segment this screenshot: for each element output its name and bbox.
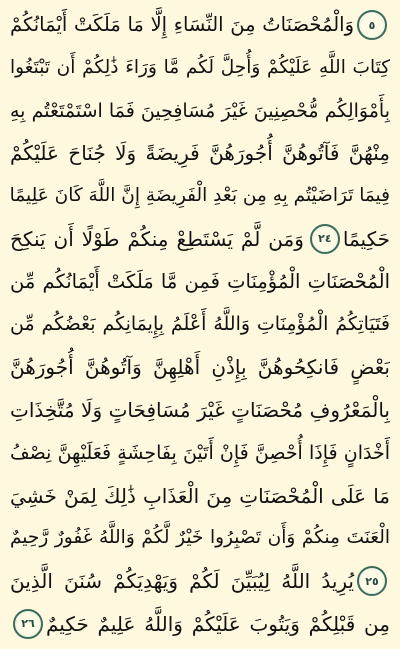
verse-line-14 bbox=[10, 560, 390, 602]
verse-line-11 bbox=[10, 432, 390, 474]
verse-line-12 bbox=[10, 475, 390, 517]
line-text: وَالْمُحْصَنَاتُ مِنَ النِّسَاءِ إِلَّا مَا مَلَكَتْ أَيْمَانُكُمْ bbox=[10, 13, 354, 36]
verse-line-6 bbox=[10, 218, 390, 260]
verse-line-2 bbox=[10, 47, 390, 89]
verse-line-1 bbox=[10, 4, 390, 46]
verse-line-7 bbox=[10, 261, 390, 303]
line-text: مِن قَبْلِكُمْ وَيَتُوبَ عَلَيْكُمْ وَاللَّهُ عَلِيمٌ حَكِيمٌ bbox=[46, 611, 390, 636]
ayah-end-marker: ٥ bbox=[357, 10, 387, 40]
verse-line-10 bbox=[10, 389, 390, 431]
line-text: كِتَابَ اللَّهِ عَلَيْكُمْ وَأُحِلَّ لَكُم مَّا وَرَاءَ ذَٰلِكُمْ أَن تَبْتَغُوا bbox=[10, 56, 390, 78]
verse-line-9 bbox=[10, 346, 390, 388]
line-text: الْعَنَتَ مِنكُمْ وَأَن تَصْبِرُوا خَيْرٌ لَّكُمْ وَاللَّهُ غَفُورٌ رَّحِيمٌ bbox=[10, 527, 390, 549]
verse-line-13 bbox=[10, 517, 390, 559]
line-text: بَعْضٍ فَانكِحُوهُنَّ بِإِذْنِ أَهْلِهِنَّ وَآتُوهُنَّ أُجُورَهُنَّ bbox=[10, 355, 390, 380]
verse-lines bbox=[10, 4, 390, 645]
verse-line-4 bbox=[10, 132, 390, 174]
ayah-end-marker: ٢٦ bbox=[13, 609, 43, 639]
line-text: فَتَيَاتِكُمُ الْمُؤْمِنَاتِ وَاللَّهُ أَعْلَمُ بِإِيمَانِكُم بَعْضُكُم مِّن bbox=[10, 313, 390, 336]
verse-line-8 bbox=[10, 303, 390, 345]
verse-line-3 bbox=[10, 90, 390, 132]
line-text: الْمُحْصَنَاتِ الْمُؤْمِنَاتِ فَمِن مَّا مَلَكَتْ أَيْمَانُكُم مِّن bbox=[10, 269, 390, 293]
ayah-end-marker: ٢٤ bbox=[310, 224, 340, 254]
line-text: مَا عَلَى الْمُحْصَنَاتِ مِنَ الْعَذَابِ ذَٰلِكَ لِمَنْ خَشِيَ bbox=[10, 483, 390, 508]
line-text: وَمَن لَّمْ يَسْتَطِعْ مِنكُمْ طَوْلًا أَن يَنكِحَ bbox=[10, 226, 304, 251]
line-text: أَخْدَانٍ فَإِذَا أُحْصِنَّ فَإِنْ أَتَيْنَ بِفَاحِشَةٍ فَعَلَيْهِنَّ نِصْفُ bbox=[10, 441, 390, 464]
line-text: فِيمَا تَرَاضَيْتُم بِهِ مِن بَعْدِ الْفَرِيضَةِ إِنَّ اللَّهَ كَانَ عَلِيمًا bbox=[10, 185, 390, 207]
line-text: بِأَمْوَالِكُم مُّحْصِنِينَ غَيْرَ مُسَافِحِينَ فَمَا اسْتَمْتَعْتُم بِهِ bbox=[10, 99, 390, 122]
line-text: مِنْهُنَّ فَآتُوهُنَّ أُجُورَهُنَّ فَرِيضَةً وَلَا جُنَاحَ عَلَيْكُمْ bbox=[10, 141, 390, 166]
line-text: بِالْمَعْرُوفِ مُحْصَنَاتٍ غَيْرَ مُسَافِحَاتٍ وَلَا مُتَّخِذَاتِ bbox=[10, 398, 390, 423]
line-text: حَكِيمًا bbox=[342, 226, 390, 251]
ayah-end-marker: ٢٥ bbox=[357, 566, 387, 596]
verse-line-5 bbox=[10, 175, 390, 217]
line-text: يُرِيدُ اللَّهُ لِيُبَيِّنَ لَكُمْ وَيَهْدِيَكُمْ سُنَنَ الَّذِينَ bbox=[10, 569, 354, 594]
verse-line-15 bbox=[10, 603, 390, 645]
